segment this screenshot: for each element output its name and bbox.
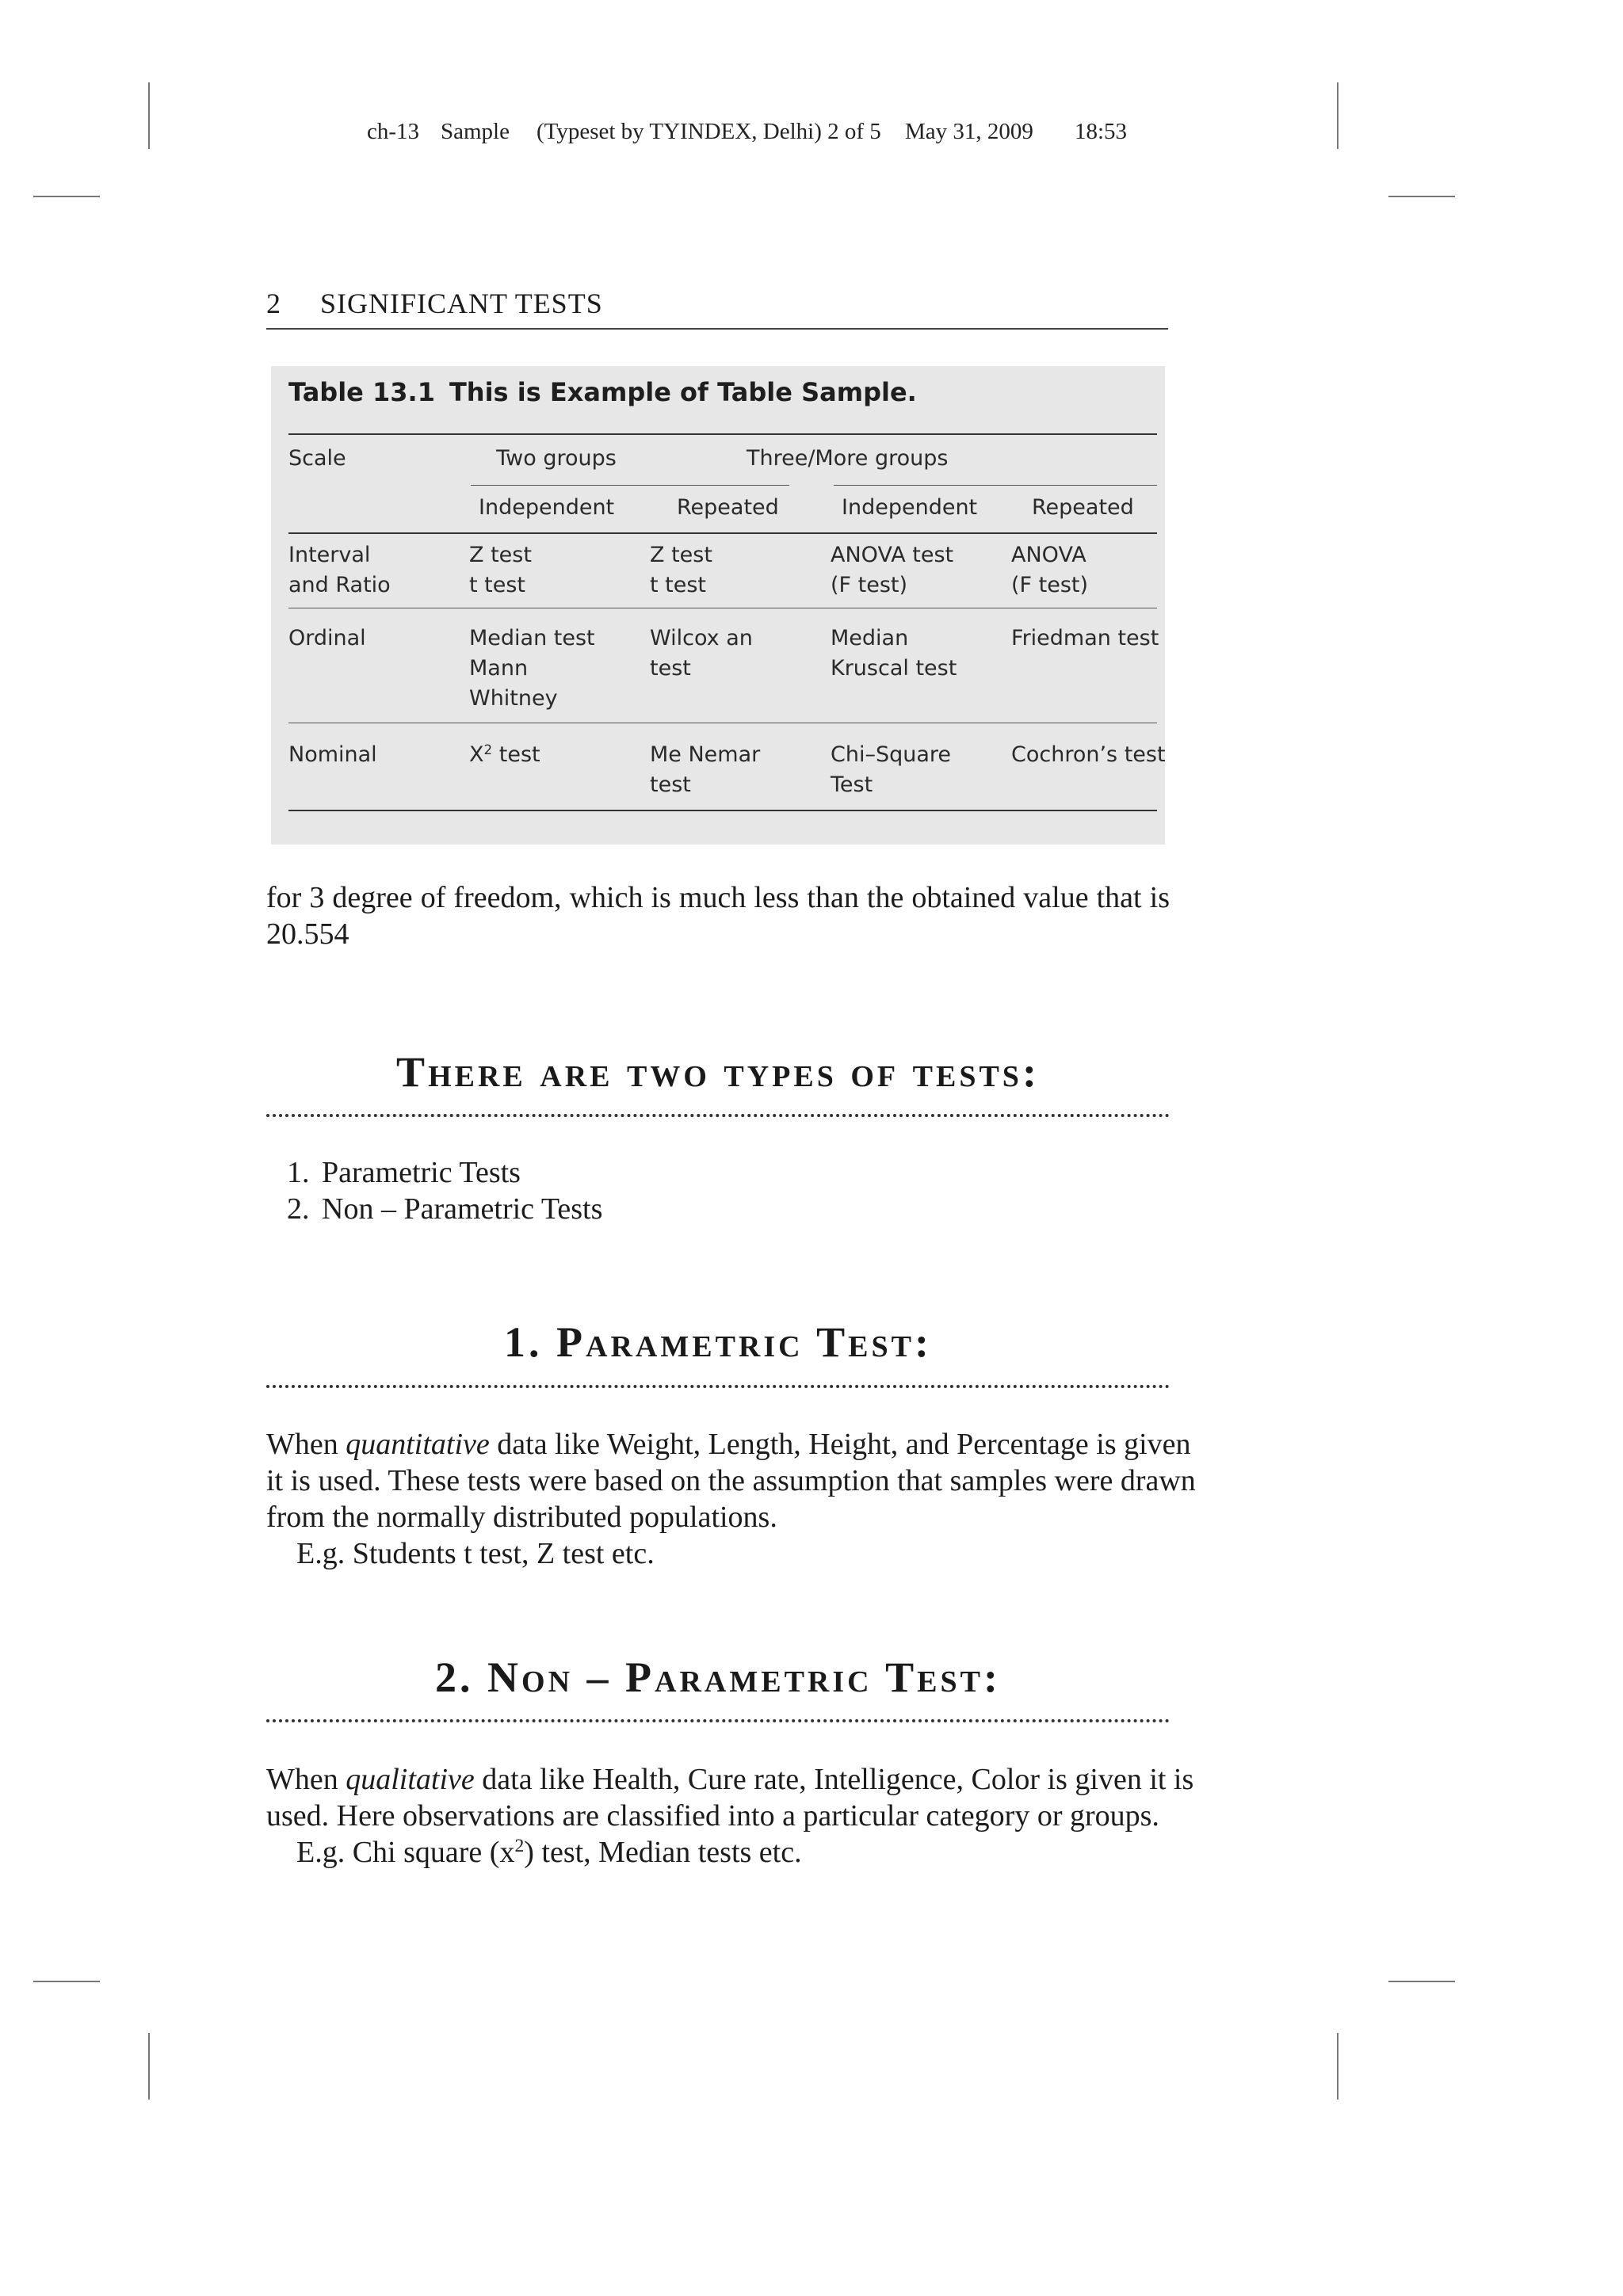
col-header-three-groups: Three/More groups [747, 446, 949, 471]
table-cell: Interval and Ratio [288, 543, 391, 597]
table-caption [288, 377, 917, 407]
group-rule-two [471, 485, 789, 486]
table-cell: Nominal [288, 742, 377, 767]
heading-parametric-test: 1. Parametric Test: [504, 1318, 932, 1366]
slug-typeset: (Typeset by TYINDEX, Delhi) 2 of 5 [537, 119, 881, 144]
group-rule-three [834, 485, 1157, 486]
col-header-two-groups: Two groups [496, 446, 617, 471]
table-cell: Friedman test [1011, 626, 1159, 650]
superscript-two: 2 [483, 741, 493, 757]
running-head [266, 287, 1168, 330]
table-cell: Z test t test [469, 543, 532, 597]
slug-date: May 31, 2009 [905, 119, 1033, 144]
slug-name: Sample [441, 119, 510, 144]
col-header-scale: Scale [288, 446, 346, 471]
non-parametric-paragraph: When qualitative data like Health, Cure rate, Intelligence, Color is given it is used. Here observations are classified into a particular category or groups. E.g. Chi square $(x^2)$ test, Median tests etc. [266, 1763, 1194, 1869]
table-cell: Median Kruscal test [831, 626, 957, 681]
table-cell: Z test t test [650, 543, 712, 597]
crop-mark [148, 2033, 150, 2100]
table-cell: Cochron’s test [1011, 742, 1166, 767]
sub-header-repeated: Repeated [677, 495, 779, 520]
table-top-rule [288, 433, 1157, 435]
heading-dotted-rule [266, 1719, 1170, 1722]
table-caption-text: This is Example of Table Sample. [449, 377, 917, 407]
slug-chapter: ch-13 [367, 119, 420, 144]
heading-types-of-tests: There are two types of tests: [396, 1048, 1040, 1096]
sub-header-independent: Independent [842, 495, 978, 520]
sub-header-repeated: Repeated [1032, 495, 1134, 520]
list-item: 1. Parametric Tests [287, 1156, 521, 1189]
list-item: 2. Non – Parametric Tests [287, 1192, 603, 1226]
table-bottom-rule [288, 810, 1157, 811]
parametric-paragraph: When quantitative data like Weight, Length, Height, and Percentage is given it is used. These tests were based on the assumption that samples were drawn from the normally distributed populations. E.g. Students t test, Z test etc. [266, 1428, 1196, 1570]
heading-dotted-rule [266, 1385, 1170, 1388]
page-number: 2 [266, 288, 281, 319]
table-cell: Median test Mann Whitney [469, 626, 595, 711]
running-title: SIGNIFICANT TESTS [320, 288, 603, 319]
crop-mark [148, 82, 150, 149]
crop-mark [1337, 2033, 1338, 2100]
sub-header-independent: Independent [479, 495, 615, 520]
intro-paragraph: for 3 degree of freedom, which is much less than the obtained value that is 20.554 [266, 881, 1170, 951]
table-cell: Wilcox an test [650, 626, 753, 681]
slug-time: 18:53 [1075, 119, 1128, 144]
table-13-1 [271, 366, 1165, 845]
table-cell: ANOVA test (F test) [831, 543, 954, 597]
table-cell: Ordinal [288, 626, 366, 650]
crop-mark [1388, 1981, 1455, 1982]
table-label: Table 13.1 [288, 377, 435, 407]
crop-mark [33, 196, 100, 197]
table-cell: Me Nemar test [650, 742, 761, 797]
heading-dotted-rule [266, 1114, 1170, 1117]
table-cell: ANOVA (F test) [1011, 543, 1089, 597]
crop-mark [1337, 82, 1338, 149]
header-rule [288, 532, 1157, 534]
crop-mark [1388, 196, 1455, 197]
test-types-list [287, 1154, 602, 1227]
crop-mark [33, 1981, 100, 1982]
heading-non-parametric-test: 2. Non – Parametric Test: [435, 1653, 1001, 1701]
superscript-two: 2 [514, 1836, 525, 1857]
table-cell: $X^2$ test [469, 741, 540, 767]
table-cell: Chi–Square Test [831, 742, 952, 797]
